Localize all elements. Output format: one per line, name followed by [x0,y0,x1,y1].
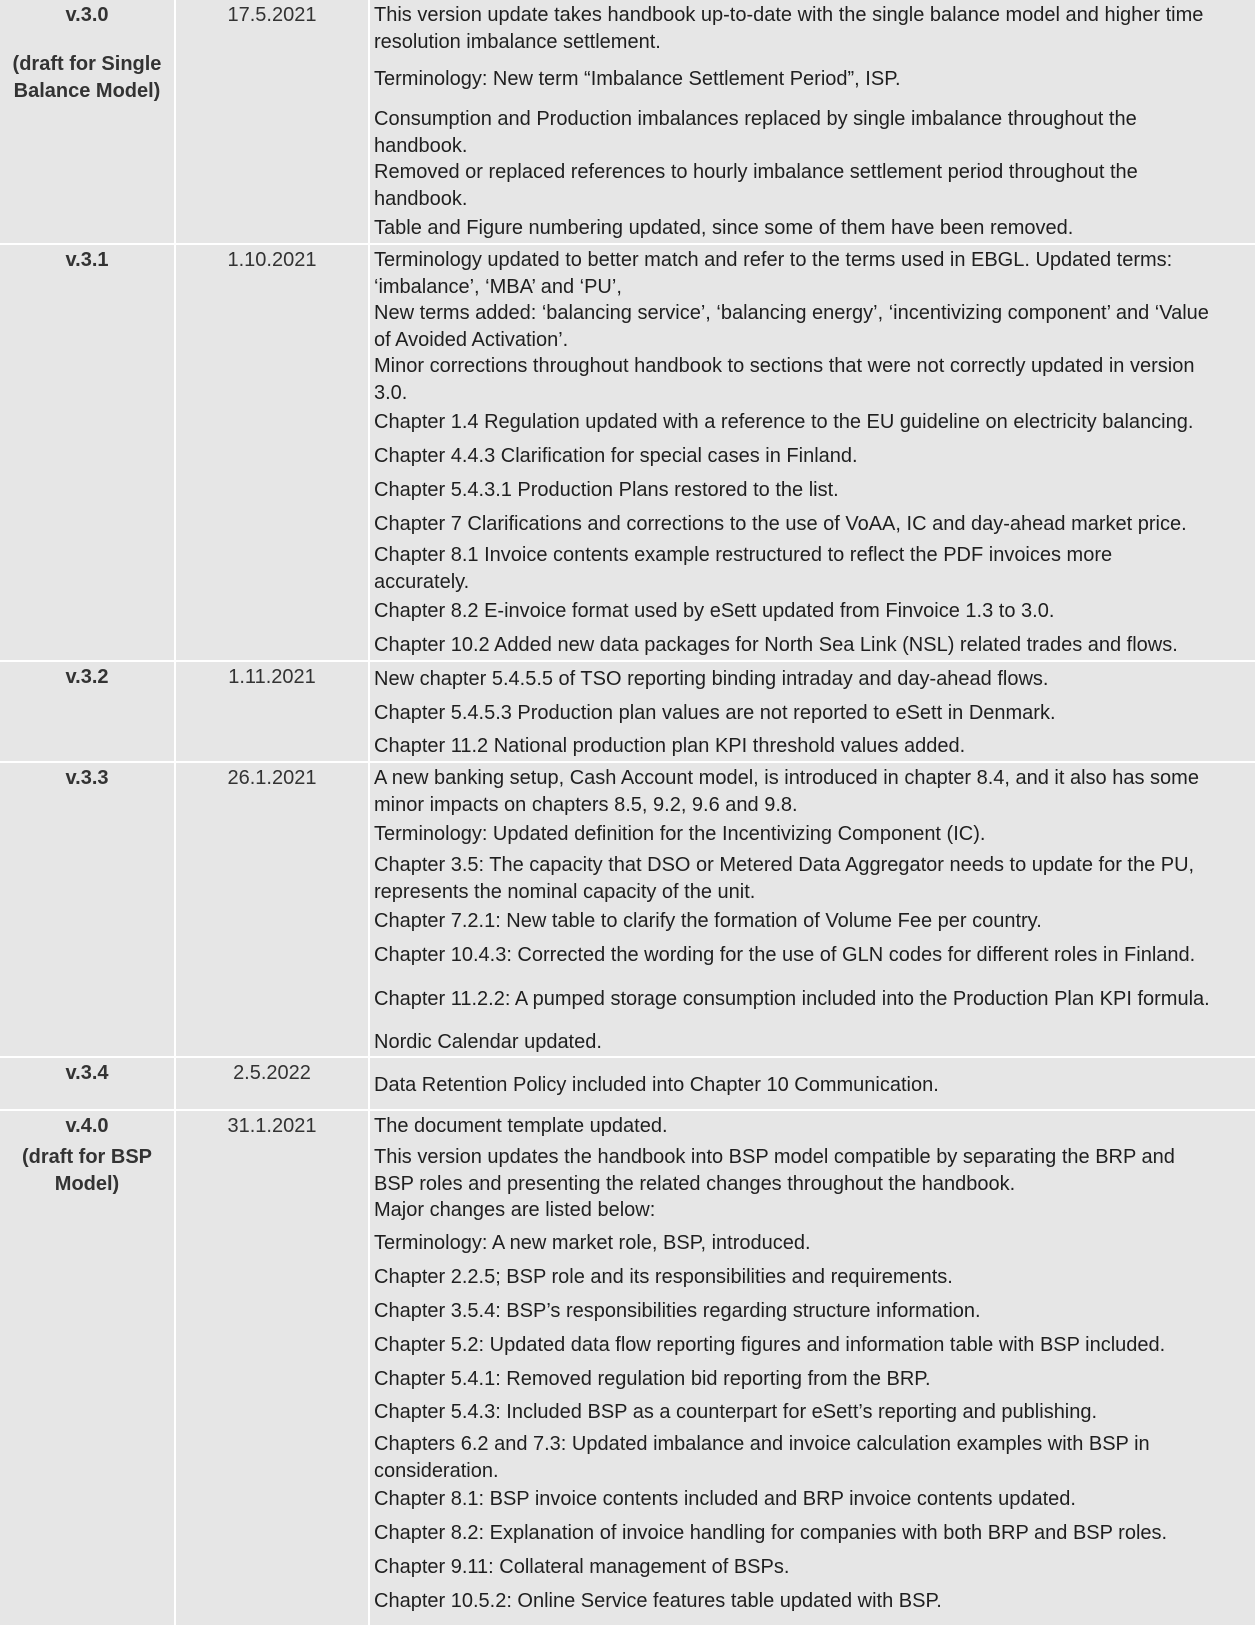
date-cell: 2.5.2022 [176,1058,370,1109]
date-cell: 26.1.2021 [176,763,370,1056]
table-row [0,245,1255,662]
change-item: Chapter 5.4.5.3 Production plan values are not reported to eSett in Denmark. [374,702,1056,724]
version-cell [0,1058,176,1109]
version-cell [0,245,176,660]
change-item: Chapter 9.11: Collateral management of BSPs. [374,1556,790,1578]
changes-cell [370,1111,1255,1625]
change-item: Chapter 8.1: BSP invoice contents included and BRP invoice contents updated. [374,1488,1076,1510]
change-item: Chapter 8.2: Explanation of invoice handling for companies with both BRP and BSP roles. [374,1522,1168,1544]
version-note: (draft for BSP Model) [22,1146,152,1195]
version-cell [0,763,176,1056]
change-item: Chapter 5.2: Updated data flow reporting figures and information table with BSP included. [374,1334,1166,1356]
change-item: Chapter 11.2.2: A pumped storage consumption included into the Production Plan KPI formula. [374,988,1210,1010]
change-item: Chapter 11.2 National production plan KPI threshold values added. [374,735,966,757]
change-item: Terminology: A new market role, BSP, introduced. [374,1232,811,1254]
change-item: Table and Figure numbering updated, since some of them have been removed. [374,217,1074,239]
date-cell: 17.5.2021 [176,0,370,243]
change-item: Chapters 6.2 and 7.3: Updated imbalance and invoice calculation examples with BSP in consideration. [374,1433,1150,1482]
change-item: Chapter 2.2.5; BSP role and its responsibilities and requirements. [374,1266,953,1288]
change-item: This version update takes handbook up-to-date with the single balance model and higher time resolution imbalance settlement. [374,4,1204,53]
version-label: v.3.0 [65,4,109,26]
version-label: v.4.0 [65,1115,109,1137]
change-item: Chapter 10.5.2: Online Service features table updated with BSP. [374,1590,942,1612]
change-item: Chapter 3.5: The capacity that DSO or Metered Data Aggregator needs to update for the PU, represents the nominal capacity of the unit. [374,854,1195,903]
version-note: (draft for Single Balance Model) [12,53,162,102]
changes-cell [370,1058,1255,1109]
table-row [0,0,1255,245]
change-item: Chapter 8.1 Invoice contents example restructured to reflect the PDF invoices more accurately. [374,544,1113,593]
change-item: Terminology: Updated definition for the Incentivizing Component (IC). [374,823,986,845]
changes-cell [370,0,1255,243]
change-item: Consumption and Production imbalances replaced by single imbalance throughout the handbook. [374,108,1137,157]
change-item: Chapter 8.2 E-invoice format used by eSett updated from Finvoice 1.3 to 3.0. [374,600,1055,622]
version-label: v.3.3 [65,767,109,789]
table-row [0,1111,1255,1625]
changes-cell [370,245,1255,660]
table-row [0,763,1255,1058]
date-cell: 31.1.2021 [176,1111,370,1625]
changes-cell [370,763,1255,1056]
change-item: Chapter 5.4.3.1 Production Plans restored to the list. [374,479,839,501]
change-item: Minor corrections throughout handbook to sections that were not correctly updated in version 3.0. [374,355,1195,404]
version-label: v.3.4 [65,1062,109,1084]
version-cell [0,0,176,243]
change-item: Chapter 3.5.4: BSP’s responsibilities regarding structure information. [374,1300,981,1322]
change-item: Removed or replaced references to hourly imbalance settlement period throughout the handbook. [374,161,1138,210]
change-item: Terminology: New term “Imbalance Settlement Period”, ISP. [374,68,901,90]
version-label: v.3.1 [65,249,109,271]
change-item: Major changes are listed below: [374,1199,656,1221]
version-cell [0,1111,176,1625]
change-item: Chapter 1.4 Regulation updated with a reference to the EU guideline on electricity balancing. [374,411,1194,433]
change-item: New terms added: ‘balancing service’, ‘balancing energy’, ‘incentivizing component’ and ‘Value of Avoided Activation’. [374,302,1209,351]
changes-cell [370,662,1255,761]
table-row [0,1058,1255,1111]
change-item: Chapter 10.4.3: Corrected the wording for the use of GLN codes for different roles in Finland. [374,944,1196,966]
date-cell: 1.11.2021 [176,662,370,761]
change-item: Chapter 4.4.3 Clarification for special cases in Finland. [374,445,858,467]
change-item: This version updates the handbook into BSP model compatible by separating the BRP and BSP roles and presenting the related changes throughout the handbook. [374,1146,1175,1195]
table-row [0,662,1255,763]
version-cell [0,662,176,761]
change-item: Chapter 7 Clarifications and corrections to the use of VoAA, IC and day-ahead market price. [374,513,1187,535]
change-item: Chapter 5.4.3: Included BSP as a counterpart for eSett’s reporting and publishing. [374,1401,1098,1423]
change-item: Chapter 5.4.1: Removed regulation bid reporting from the BRP. [374,1368,931,1390]
change-item: The document template updated. [374,1115,668,1137]
version-label: v.3.2 [65,666,109,688]
change-item: Terminology updated to better match and refer to the terms used in EBGL. Updated terms: ‘imbalance’, ‘MBA’ and ‘PU’, [374,249,1173,298]
change-item: Nordic Calendar updated. [374,1031,602,1053]
change-item: New chapter 5.4.5.5 of TSO reporting binding intraday and day-ahead flows. [374,668,1049,690]
change-item: Chapter 7.2.1: New table to clarify the formation of Volume Fee per country. [374,910,1042,932]
change-item: A new banking setup, Cash Account model, is introduced in chapter 8.4, and it also has some minor impacts on chapters 8.5, 9.2, 9.6 and 9.8. [374,767,1199,816]
change-item: Chapter 10.2 Added new data packages for North Sea Link (NSL) related trades and flows. [374,634,1178,656]
change-item: Data Retention Policy included into Chapter 10 Communication. [374,1074,939,1096]
date-cell: 1.10.2021 [176,245,370,660]
